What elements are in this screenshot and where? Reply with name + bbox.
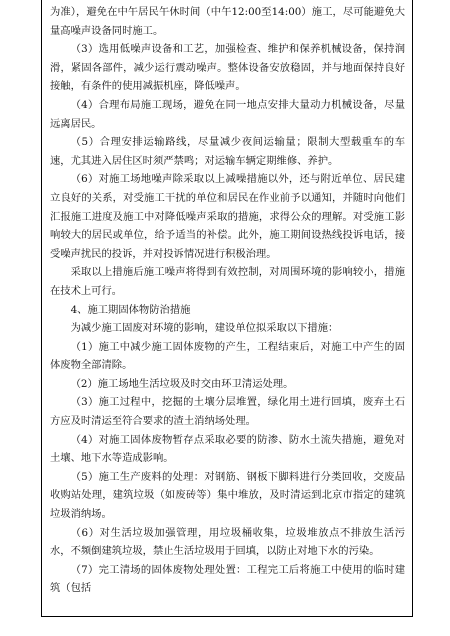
paragraph-low-noise-equipment: （3）选用低噪声设备和工艺，加强检查、维护和保养机械设备，保持润滑，紧固各部件，减少运行震动噪声。整体设备安放稳固，并与地面保持良好接触，有条件的使用减振机座，降低噪声。 [50,43,405,93]
table-cell-frame [41,0,413,617]
paragraph-continued: 为准），避免在中午居民午休时间（中午12:00至14:00）施工，尽可能避免大量高噪声设备同时施工。 [50,6,405,37]
paragraph-noise-conclusion: 采取以上措施后施工噪声将得到有效控制，对周围环境的影响较小，措施在技术上可行。 [50,266,405,297]
paragraph-storage-seepage: （4）对施工固体废物暂存点采取必要的防渗、防水土流失措施，避免对土壤、地下水等造成影响。 [50,433,405,465]
section-heading-solid-waste: 4、施工期固体物防治措施 [70,303,191,316]
paragraph-domestic-garbage: （2）施工场地生活垃圾及时交由环卫清运处理。 [70,377,294,390]
paragraph-scrap-recycling: （5）施工生产废料的处理：对钢筋、钢板下脚料进行分类回收，交废品收购站处理，建筑垃圾（如废砖等）集中堆放，及时清运到北京市指定的建筑垃圾消纳场。 [50,470,405,521]
paragraph-soil-backfill: （3）施工过程中，挖掘的土壤分层堆置，绿化用土进行回填，废弃土石方应及时清运至符合要求的渣土消纳场处理。 [50,396,405,428]
paragraph-site-clearance: （7）完工清场的固体废物处理处置：工程完工后将施工中使用的临时建筑（包括 [50,563,405,595]
paragraph-waste-reduction: （1）施工中减少施工固体废物的产生，工程结束后，对施工中产生的固体废物全部清除。 [50,340,405,372]
paragraph-community-relations: （6）对施工场地噪声除采取以上减噪措施以外，还与附近单位、居民建立良好的关系，对受施工干扰的单位和居民在作业前予以通知，并随时向他们汇报施工进度及施工中对降低噪声采取的措施，求得公众的理解。对受施工影响较大的居民或单位，给予适当的补偿。此外，施工期间设热线投诉电话，接受噪声扰民的投诉，并对投诉情况进行积极治理。 [50,173,405,260]
paragraph-waste-intro: 为减少施工固废对环境的影响，建设单位拟采取以下措施： [70,322,339,335]
paragraph-site-layout: （4）合理布局施工现场，避免在同一地点安排大量动力机械设备，尽量远离居民。 [50,98,405,130]
document-body [50,3,405,598]
paragraph-transport-route: （5）合理安排运输路线，尽量减少夜间运输量；限制大型载重车的车速，尤其进入居住区时须严禁鸣；对运输车辆定期维修、养护。 [50,136,405,167]
paragraph-garbage-management: （6）对生活垃圾加强管理，用垃圾桶收集，垃圾堆放点不排放生活污水，不频倒建筑垃圾，禁止生活垃圾用于回填，以防止对地下水的污染。 [50,526,405,558]
